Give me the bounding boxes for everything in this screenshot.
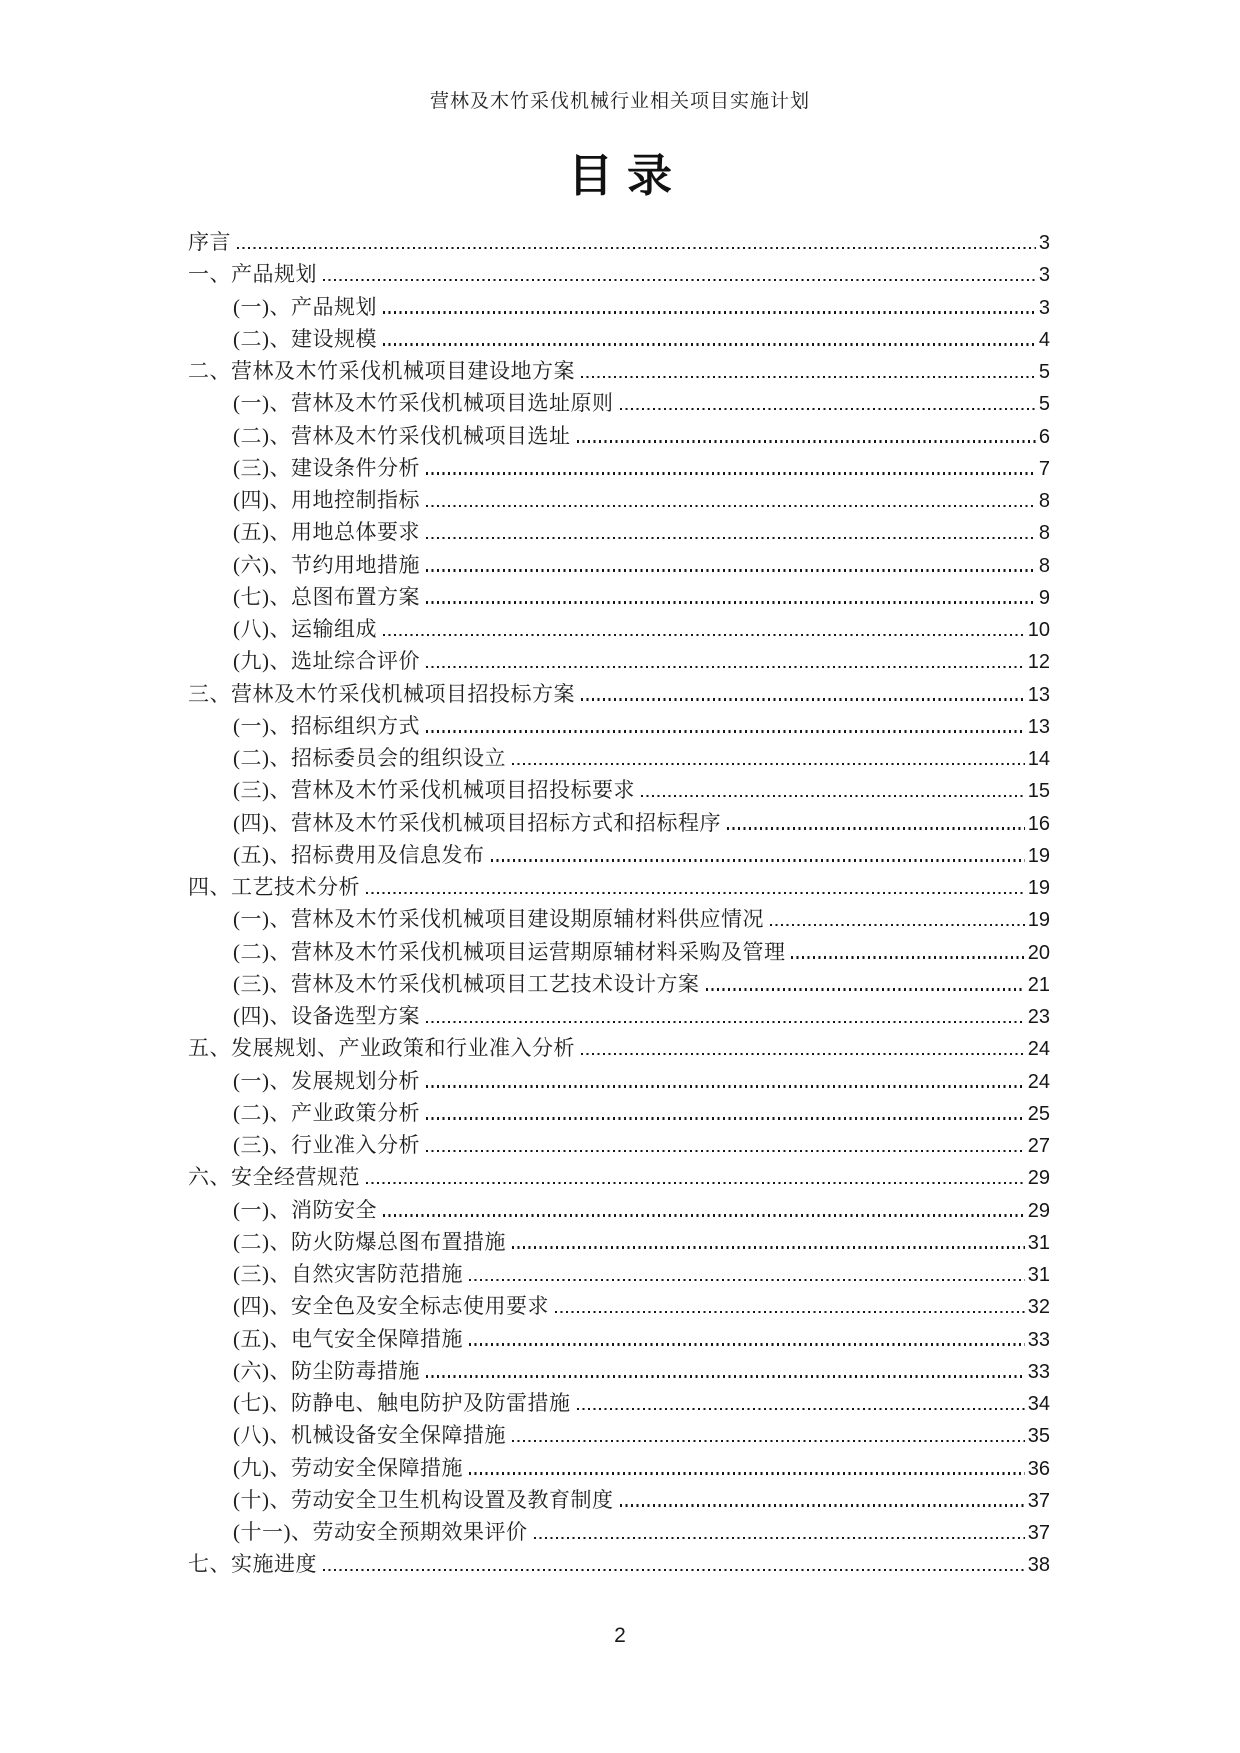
page-number: 2 (614, 1624, 626, 1647)
toc-entry-page-number: 19 (1027, 877, 1050, 899)
toc-entry-label: (三)、行业准入分析 (233, 1133, 420, 1157)
toc-entry[interactable] (188, 1323, 1050, 1355)
toc-entry[interactable] (188, 710, 1050, 742)
toc-leader-dots (383, 1214, 1025, 1216)
toc-entry[interactable] (188, 1484, 1050, 1516)
toc-entry-page-number: 3 (1038, 264, 1050, 287)
toc-entry-label: (四)、设备选型方案 (233, 1004, 420, 1028)
toc-entry-page-number: 19 (1027, 844, 1050, 867)
toc-leader-dots (366, 892, 1025, 894)
toc-entry-label: (三)、建设条件分析 (233, 455, 420, 480)
toc-entry-page-number: 38 (1027, 1554, 1050, 1577)
toc-entry-page-number: 19 (1027, 909, 1050, 932)
toc-leader-dots (469, 1279, 1025, 1281)
toc-entry-label: (三)、营林及木竹采伐机械项目工艺技术设计方案 (233, 971, 700, 996)
toc-leader-dots (426, 601, 1036, 603)
toc-entry-page-number: 33 (1027, 1360, 1050, 1383)
toc-entry-label: (二)、防火防爆总图布置措施 (233, 1229, 506, 1254)
toc-leader-dots (426, 505, 1036, 507)
toc-entry-page-number: 35 (1027, 1425, 1050, 1448)
toc-entry-page-number: 31 (1027, 1231, 1050, 1254)
toc-entry[interactable] (188, 1032, 1050, 1064)
toc-leader-dots (469, 1472, 1025, 1474)
toc-entry[interactable] (188, 258, 1050, 290)
toc-entry[interactable] (188, 742, 1050, 774)
toc-leader-dots (581, 1053, 1025, 1055)
toc-leader-dots (426, 569, 1036, 571)
toc-entry-page-number: 15 (1027, 780, 1050, 803)
toc-entry[interactable] (188, 323, 1050, 355)
toc-entry-label: (二)、营林及木竹采伐机械项目运营期原辅材料采购及管理 (233, 939, 786, 964)
toc-leader-dots (620, 1504, 1025, 1506)
toc-entry-label: (一)、营林及木竹采伐机械项目选址原则 (233, 391, 614, 416)
toc-entry-page-number: 5 (1038, 393, 1050, 416)
toc-leader-dots (469, 1343, 1025, 1345)
toc-entry-page-number: 37 (1027, 1522, 1050, 1544)
toc-leader-dots (383, 634, 1025, 636)
toc-entry-label: 三、营林及木竹采伐机械项目招投标方案 (188, 681, 575, 706)
toc-entry-page-number: 10 (1027, 619, 1050, 641)
toc-entry-label: 五、发展规划、产业政策和行业准入分析 (188, 1036, 575, 1061)
toc-leader-dots (581, 376, 1036, 378)
toc-entry[interactable] (188, 420, 1050, 452)
toc-entry[interactable] (188, 355, 1050, 387)
toc-entry[interactable] (188, 484, 1050, 516)
toc-entry[interactable] (188, 1161, 1050, 1193)
toc-entry-label: (六)、防尘防毒措施 (233, 1358, 420, 1383)
toc-leader-dots (641, 795, 1025, 797)
toc-leader-dots (426, 1085, 1025, 1087)
toc-entry-label: (九)、劳动安全保障措施 (233, 1455, 463, 1480)
toc-entry-page-number: 13 (1027, 683, 1050, 706)
toc-entry-label: 序言 (188, 230, 231, 254)
toc-leader-dots (426, 537, 1036, 539)
toc-entry-page-number: 36 (1027, 1457, 1050, 1480)
toc-entry[interactable] (188, 1387, 1050, 1419)
toc-entry[interactable] (188, 1194, 1050, 1226)
toc-entry-page-number: 34 (1027, 1393, 1050, 1415)
toc-entry-label: 二、营林及木竹采伐机械项目建设地方案 (188, 359, 575, 383)
toc-entry-page-number: 3 (1038, 232, 1050, 254)
toc-entry[interactable] (188, 645, 1050, 677)
toc-entry-label: (三)、营林及木竹采伐机械项目招投标要求 (233, 778, 635, 803)
toc-entry-page-number: 8 (1038, 554, 1050, 577)
toc-entry[interactable] (188, 387, 1050, 419)
toc-entry[interactable] (188, 452, 1050, 484)
toc-entry[interactable] (188, 291, 1050, 323)
toc-entry[interactable] (188, 516, 1050, 548)
toc-entry[interactable] (188, 549, 1050, 581)
toc-entry[interactable] (188, 1290, 1050, 1322)
toc-entry-label: (五)、用地总体要求 (233, 520, 420, 545)
toc-entry-page-number: 9 (1038, 586, 1050, 609)
toc-entry-label: (二)、营林及木竹采伐机械项目选址 (233, 423, 571, 448)
toc-entry-label: (七)、总图布置方案 (233, 584, 420, 609)
toc-entry[interactable] (188, 1516, 1050, 1548)
toc-entry-page-number: 8 (1038, 490, 1050, 512)
toc-entry-page-number: 23 (1027, 1006, 1050, 1028)
toc-entry-label: (二)、产业政策分析 (233, 1100, 420, 1125)
toc-entry[interactable] (188, 1548, 1050, 1580)
toc-entry[interactable] (188, 839, 1050, 871)
toc-entry-page-number: 29 (1027, 1199, 1050, 1222)
toc-entry-label: 四、工艺技术分析 (188, 875, 360, 899)
toc-leader-dots (366, 1182, 1025, 1184)
toc-leader-dots (555, 1311, 1025, 1313)
toc-leader-dots (534, 1537, 1025, 1539)
toc-leader-dots (620, 408, 1036, 410)
toc-entry-label: 七、实施进度 (188, 1552, 317, 1577)
toc-leader-dots (512, 1440, 1025, 1442)
toc-entry-page-number: 7 (1038, 457, 1050, 480)
toc-entry-label: (五)、招标费用及信息发布 (233, 842, 485, 867)
toc-entry-page-number: 8 (1038, 522, 1050, 545)
toc-leader-dots (237, 247, 1036, 249)
toc-entry-page-number: 37 (1027, 1489, 1050, 1512)
toc-entry[interactable] (188, 936, 1050, 968)
toc-entry-page-number: 4 (1038, 328, 1050, 351)
toc-entry-label: (九)、选址综合评价 (233, 649, 420, 674)
toc-entry[interactable] (188, 1097, 1050, 1129)
toc-leader-dots (727, 827, 1025, 829)
toc-leader-dots (491, 859, 1025, 861)
toc-entry-page-number: 24 (1027, 1070, 1050, 1093)
toc-entry-label: (六)、节约用地措施 (233, 552, 420, 577)
toc-leader-dots (512, 763, 1025, 765)
document-header-title: 营林及木竹采伐机械行业相关项目实施计划 (429, 91, 810, 112)
toc-entry-page-number: 6 (1038, 425, 1050, 448)
toc-entry-label: (四)、用地控制指标 (233, 488, 420, 512)
toc-entry-page-number: 16 (1027, 812, 1050, 835)
toc-entry-label: (一)、消防安全 (233, 1197, 377, 1222)
toc-entry[interactable] (188, 1226, 1050, 1258)
toc-entry-page-number: 5 (1038, 361, 1050, 383)
toc-leader-dots (791, 956, 1024, 958)
toc-entry-page-number: 33 (1027, 1328, 1050, 1351)
toc-entry[interactable] (188, 1355, 1050, 1387)
toc-entry-page-number: 21 (1027, 973, 1050, 996)
toc-entry[interactable] (188, 678, 1050, 710)
toc-leader-dots (323, 1569, 1025, 1571)
toc-entry[interactable] (188, 774, 1050, 806)
toc-entry-label: (四)、营林及木竹采伐机械项目招标方式和招标程序 (233, 810, 721, 835)
toc-entry[interactable] (188, 1065, 1050, 1097)
toc-entry-page-number: 32 (1027, 1296, 1050, 1319)
toc-entry-page-number: 20 (1027, 941, 1050, 964)
toc-leader-dots (770, 924, 1025, 926)
toc-title: 目录 (567, 151, 686, 201)
toc-entry[interactable] (188, 903, 1050, 935)
toc-leader-dots (706, 988, 1025, 990)
toc-leader-dots (426, 1021, 1025, 1023)
toc-entry[interactable] (188, 807, 1050, 839)
toc-leader-dots (383, 343, 1036, 345)
toc-entry-label: (十一)、劳动安全预期效果评价 (233, 1520, 528, 1544)
toc-entry-page-number: 14 (1027, 748, 1050, 770)
toc-leader-dots (426, 1117, 1025, 1119)
toc-entry-page-number: 27 (1027, 1135, 1050, 1157)
toc-entry-label: (一)、产品规划 (233, 294, 377, 319)
toc-list (188, 226, 1050, 1581)
toc-entry[interactable] (188, 581, 1050, 613)
toc-entry-label: (三)、自然灾害防范措施 (233, 1262, 463, 1286)
toc-entry[interactable] (188, 968, 1050, 1000)
toc-entry[interactable] (188, 226, 1050, 258)
toc-entry[interactable] (188, 1129, 1050, 1161)
toc-entry-label: (十)、劳动安全卫生机构设置及教育制度 (233, 1487, 614, 1512)
toc-entry-label: (四)、安全色及安全标志使用要求 (233, 1294, 549, 1319)
toc-entry[interactable] (188, 613, 1050, 645)
toc-entry-label: (一)、招标组织方式 (233, 713, 420, 738)
toc-leader-dots (383, 311, 1036, 313)
toc-entry-label: (一)、营林及木竹采伐机械项目建设期原辅材料供应情况 (233, 907, 764, 932)
toc-entry-label: 一、产品规划 (188, 262, 317, 287)
toc-leader-dots (426, 1150, 1025, 1152)
toc-entry[interactable] (188, 1258, 1050, 1290)
toc-entry-page-number: 3 (1038, 296, 1050, 319)
toc-leader-dots (323, 279, 1036, 281)
toc-entry[interactable] (188, 1000, 1050, 1032)
toc-entry-page-number: 24 (1027, 1038, 1050, 1061)
toc-leader-dots (577, 1408, 1025, 1410)
toc-entry-label: (二)、招标委员会的组织设立 (233, 746, 506, 770)
toc-leader-dots (426, 666, 1025, 668)
toc-leader-dots (581, 698, 1025, 700)
toc-entry-label: (一)、发展规划分析 (233, 1068, 420, 1093)
toc-entry-label: (八)、机械设备安全保障措施 (233, 1423, 506, 1448)
toc-leader-dots (426, 472, 1036, 474)
toc-entry-page-number: 29 (1027, 1167, 1050, 1190)
toc-entry-label: (七)、防静电、触电防护及防雷措施 (233, 1391, 571, 1415)
toc-entry-page-number: 25 (1027, 1102, 1050, 1125)
toc-entry-page-number: 31 (1027, 1264, 1050, 1286)
toc-leader-dots (512, 1246, 1025, 1248)
toc-leader-dots (426, 1375, 1025, 1377)
toc-leader-dots (426, 730, 1025, 732)
toc-entry[interactable] (188, 1452, 1050, 1484)
toc-entry-label: (二)、建设规模 (233, 326, 377, 351)
toc-entry-page-number: 13 (1027, 715, 1050, 738)
toc-entry[interactable] (188, 1419, 1050, 1451)
toc-entry-label: (八)、运输组成 (233, 617, 377, 641)
toc-entry-label: (五)、电气安全保障措施 (233, 1326, 463, 1351)
toc-leader-dots (577, 440, 1036, 442)
toc-entry-page-number: 12 (1027, 651, 1050, 674)
toc-entry[interactable] (188, 871, 1050, 903)
toc-entry-label: 六、安全经营规范 (188, 1165, 360, 1190)
